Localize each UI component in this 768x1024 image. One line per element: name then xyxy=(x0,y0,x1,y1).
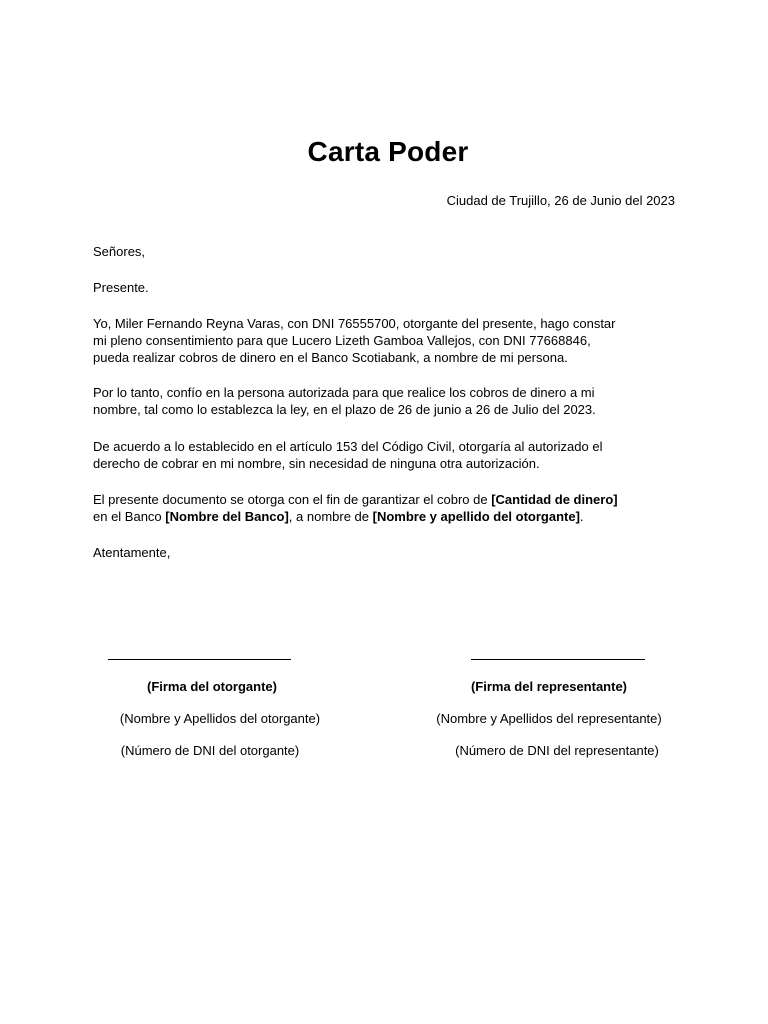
bank-placeholder: [Nombre del Banco] xyxy=(165,509,289,524)
paragraph-purpose xyxy=(93,491,683,525)
grantor-dni-label: (Número de DNI del otorgante) xyxy=(120,743,300,758)
paragraph-line: De acuerdo a lo establecido en el artículo 153 del Código Civil, otorgaría al autorizado el xyxy=(93,439,603,454)
signature-line-representative xyxy=(471,659,645,660)
date-line: Ciudad de Trujillo, 26 de Junio del 2023 xyxy=(446,193,675,208)
paragraph-trust xyxy=(93,384,683,418)
closing: Atentamente, xyxy=(93,545,171,560)
paragraph-line: pueda realizar cobros de dinero en el Banco Scotiabank, a nombre de mi persona. xyxy=(93,350,568,365)
amount-placeholder: [Cantidad de dinero] xyxy=(491,492,618,507)
purpose-text: . xyxy=(579,509,584,524)
paragraph-line: Yo, Miler Fernando Reyna Varas, con DNI 76555700, otorgante del presente, hago constar xyxy=(93,316,616,331)
paragraph-legal xyxy=(93,438,683,472)
salutation: Señores, xyxy=(93,244,146,259)
paragraph-line xyxy=(93,491,683,508)
representative-signature-label: (Firma del representante) xyxy=(470,679,628,694)
signature-line-grantor xyxy=(108,659,291,660)
purpose-text: , a nombre de xyxy=(288,509,373,524)
paragraph-line: mi pleno consentimiento para que Lucero Lizeth Gamboa Vallejos, con DNI 77668846, xyxy=(93,333,591,348)
paragraph-line: derecho de cobrar en mi nombre, sin necesidad de ninguna otra autorización. xyxy=(93,456,540,471)
document-title: Carta Poder xyxy=(307,136,469,167)
paragraph-consent xyxy=(93,315,683,366)
purpose-text: El presente documento se otorga con el fin de garantizar el cobro de xyxy=(93,492,492,507)
grantor-signature-label: (Firma del otorgante) xyxy=(146,679,277,694)
grantor-name-placeholder: [Nombre y apellido del otorgante] xyxy=(372,509,580,524)
representative-dni-label: (Número de DNI del representante) xyxy=(455,743,659,758)
presente-line: Presente. xyxy=(93,280,149,295)
representative-name-label: (Nombre y Apellidos del representante) xyxy=(436,711,662,726)
purpose-text: en el Banco xyxy=(93,509,166,524)
paragraph-line: nombre, tal como lo establezca la ley, en el plazo de 26 de junio a 26 de Julio del 2023. xyxy=(93,402,596,417)
paragraph-line xyxy=(93,508,683,525)
grantor-name-label: (Nombre y Apellidos del otorgante) xyxy=(119,711,321,726)
paragraph-line: Por lo tanto, confío en la persona autorizada para que realice los cobros de dinero a mi xyxy=(93,385,595,400)
